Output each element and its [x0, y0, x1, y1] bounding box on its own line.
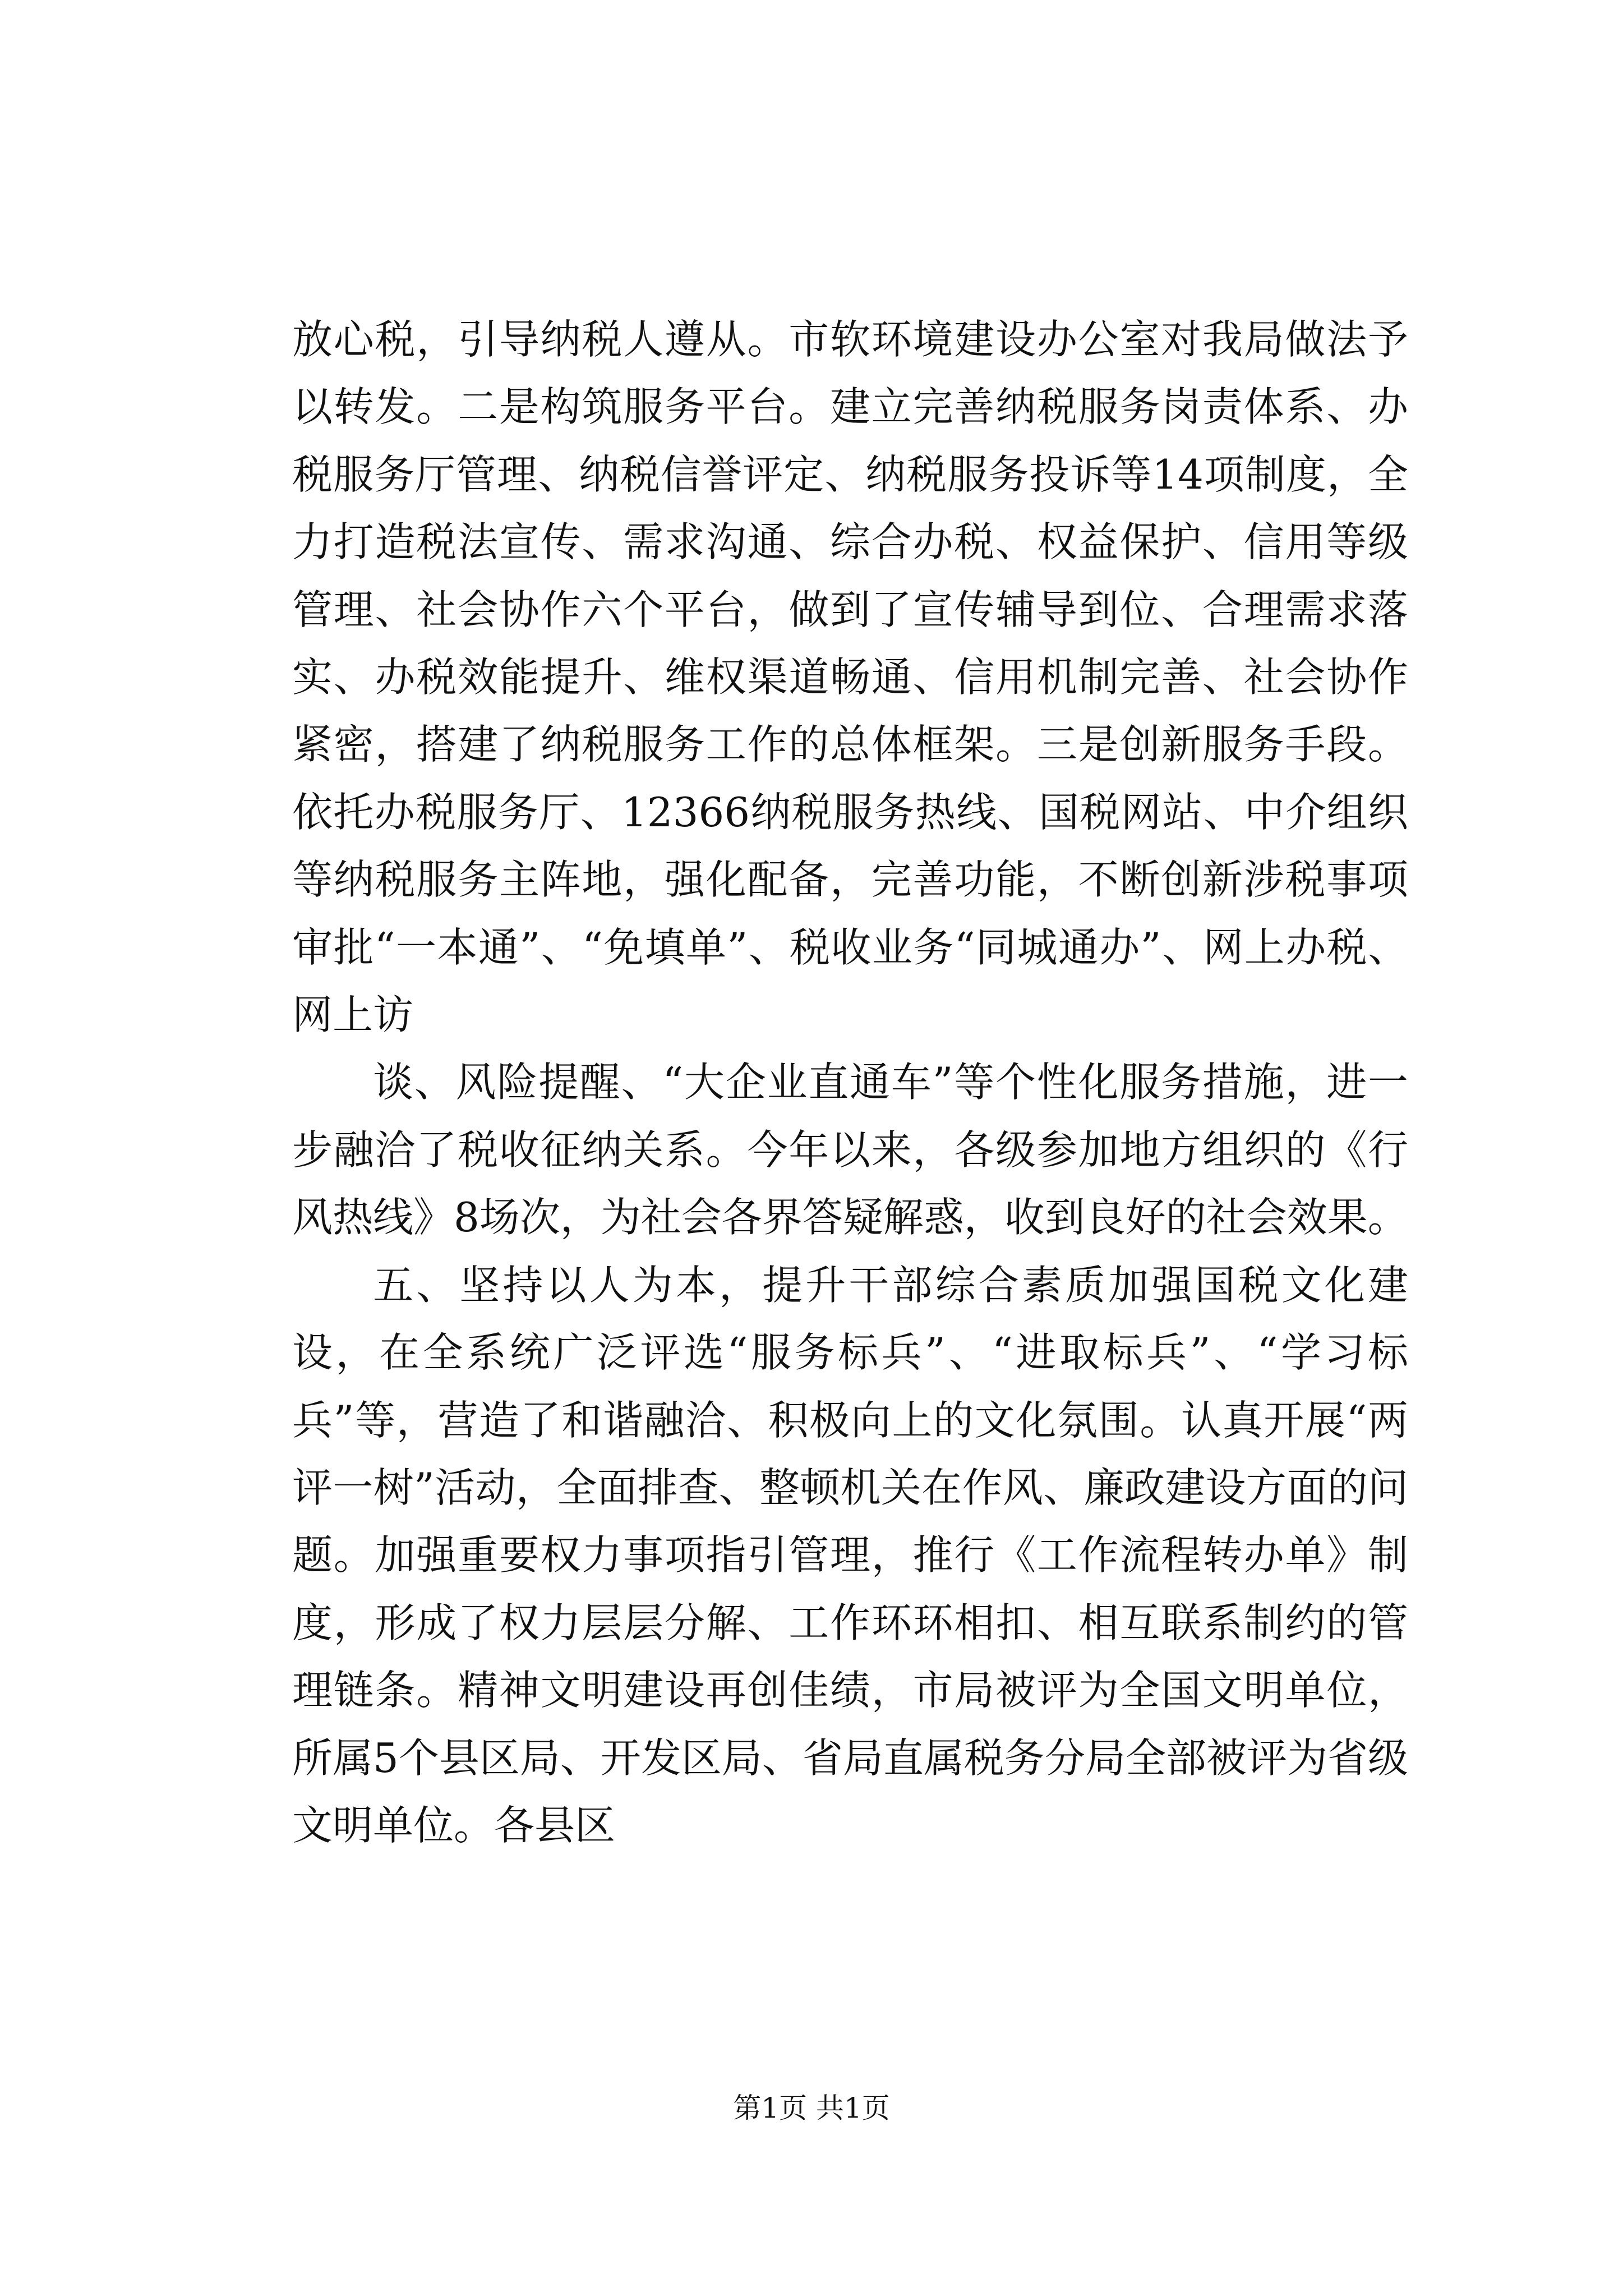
paragraph-3: 五、坚持以人为本，提升干部综合素质加强国税文化建设，在全系统广泛评选“服务标兵”、“进取标兵”、“学习标兵”等，营造了和谐融洽、积极向上的文化氛围。认真开展“两评一树”活动，全面排查、整顿机关在作风、廉政建设方面的问题。加强重要权力事项指引管理，推行《工作流程转办单》制度，形成了权力层层分解、工作环环相扣、相互联系制约的管理链条。精神文明建设再创佳绩，市局被评为全国文明单位，所属5个县区局、开发区局、省局直属税务分局全部被评为省级文明单位。各县区 [292, 1261, 1408, 1849]
paragraph-1: 放心税，引导纳税人遵从。市软环境建设办公室对我局做法予以转发。二是构筑服务平台。建立完善纳税服务岗责体系、办税服务厅管理、纳税信誉评定、纳税服务投诉等14项制度，全力打造税法宣传、需求沟通、综合办税、权益保护、信用等级管理、社会协作六个平台，做到了宣传辅导到位、合理需求落实、办税效能提升、维权渠道畅通、信用机制完善、社会协作紧密，搭建了纳税服务工作的总体框架。三是创新服务手段。依托办税服务厅、12366纳税服务热线、国税网站、中介组织等纳税服务主阵地，强化配备，完善功能，不断创新涉税事项审批“一本通”、“免填单”、税收业务“同城通办”、网上办税、网上访 [292, 316, 1408, 1039]
paragraph-2: 谈、风险提醒、“大企业直通车”等个性化服务措施，进一步融洽了税收征纳关系。今年以来，各级参加地方组织的《行风热线》8场次，为社会各界答疑解惑，收到良好的社会效果。 [292, 1059, 1408, 1241]
document-body [292, 306, 1408, 1859]
page-footer: 第1页 共1页 [733, 2092, 890, 2124]
